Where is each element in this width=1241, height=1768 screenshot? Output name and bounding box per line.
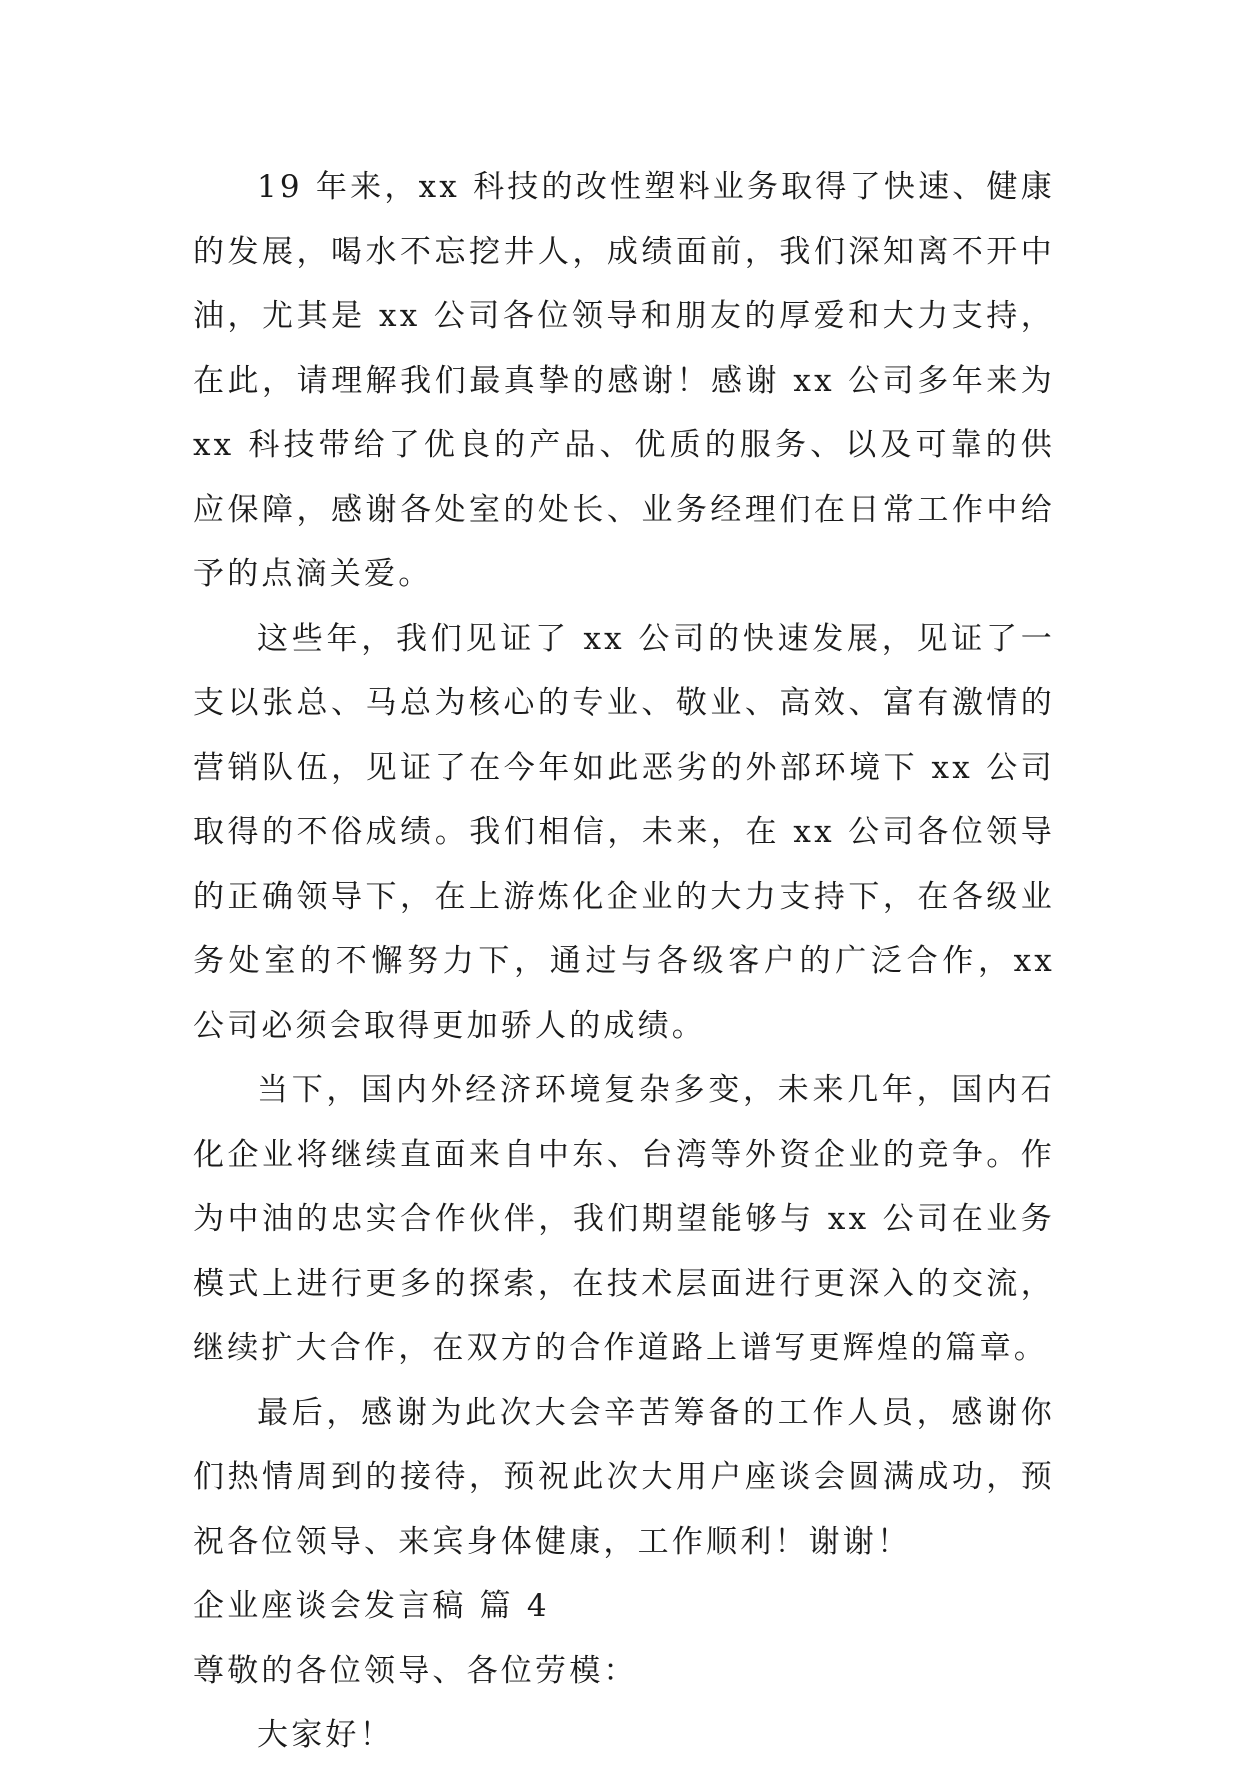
paragraph-3: 当下，国内外经济环境复杂多变，未来几年，国内石化企业将继续直面来自中东、台湾等外资企业的竞争。作为中油的忠实合作伙伴，我们期望能够与 xx 公司在业务模式上进行更多的探索，在技术层面进行更深入的交流，继续扩大合作，在双方的合作道路上谱写更辉煌的篇章。 <box>193 1072 1055 1366</box>
salutation: 尊敬的各位领导、各位劳模： <box>193 1652 638 1689</box>
document-body <box>193 155 1055 1768</box>
paragraph-2: 这些年，我们见证了 xx 公司的快速发展，见证了一支以张总、马总为核心的专业、敬业、高效、富有激情的营销队伍，见证了在今年如此恶劣的外部环境下 xx 公司取得的不俗成绩。我们相信，未来，在 xx 公司各位领导的正确领导下，在上游炼化企业的大力支持下，在各级业务处室的不懈努力下，通过与各级客户的广泛合作，xx 公司必须会取得更加骄人的成绩。 <box>193 620 1055 1044</box>
paragraph-1: 19 年来，xx 科技的改性塑料业务取得了快速、健康的发展，喝水不忘挖井人，成绩面前，我们深知离不开中油，尤其是 xx 公司各位领导和朋友的厚爱和大力支持，在此，请理解我们最真挚的感谢！感谢 xx 公司多年来为 xx 科技带给了优良的产品、优质的服务、以及可靠的供应保障，感谢各处室的处长、业务经理们在日常工作中给予的点滴关爱。 <box>193 169 1055 592</box>
paragraph-4: 最后，感谢为此次大会辛苦筹备的工作人员，感谢你们热情周到的接待，预祝此次大用户座谈会圆满成功，预祝各位领导、来宾身体健康，工作顺利！谢谢！ <box>193 1394 1055 1560</box>
section-title: 企业座谈会发言稿 篇 4 <box>193 1588 550 1624</box>
greeting: 大家好！ <box>257 1717 394 1753</box>
